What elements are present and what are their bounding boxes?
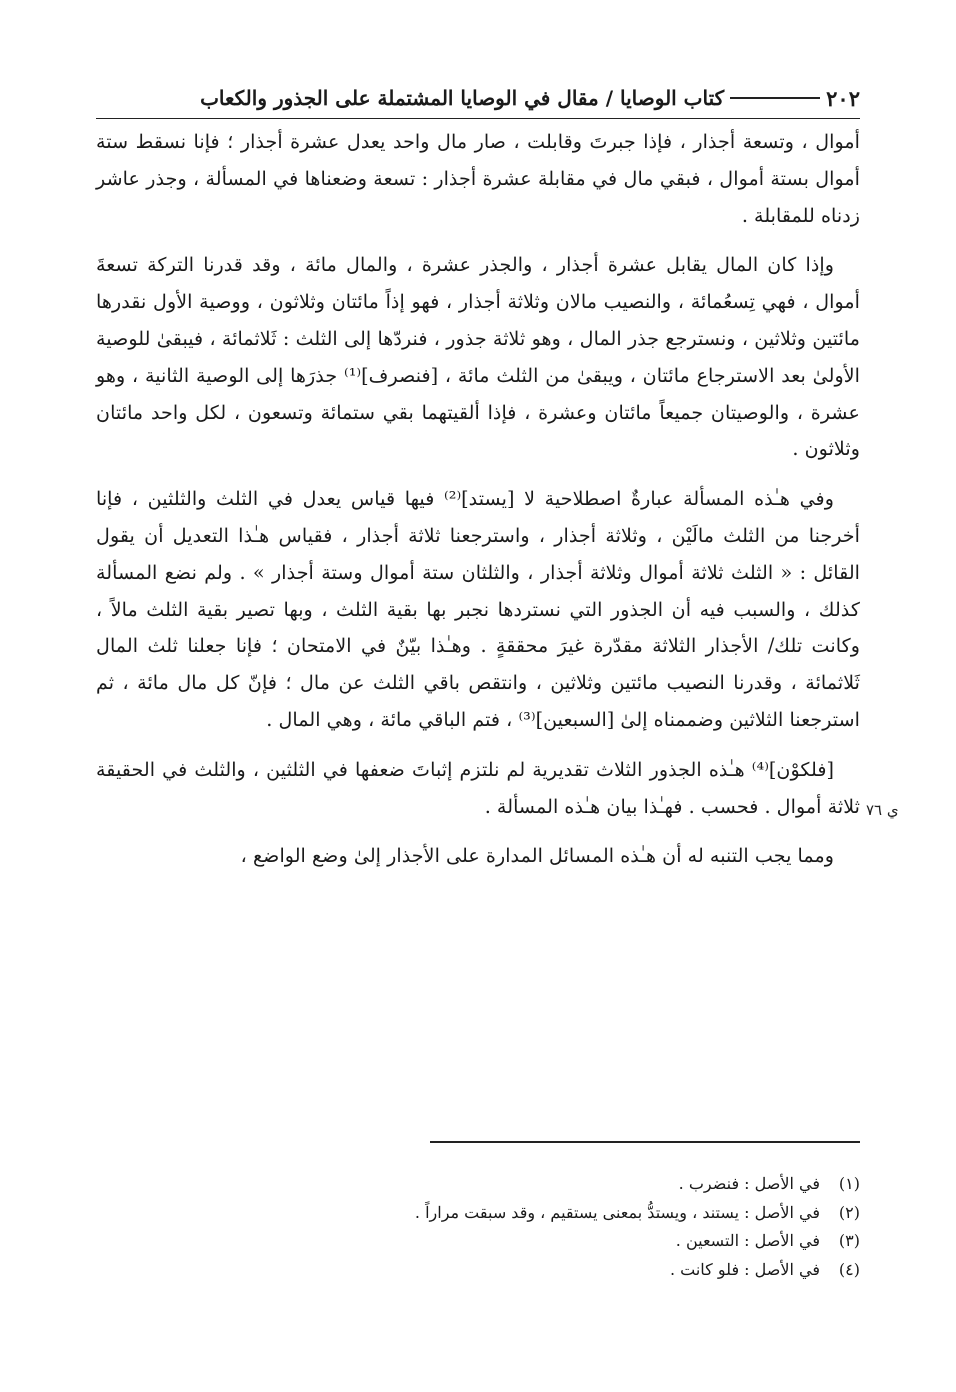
paragraph: وفي هـٰذه المسألة عبارةٌ اصطلاحية لا [يستد]⁽²⁾ فيها قياس يعدل في الثلث والثلثين ، فإنا أخرجنا من الثلث مالَيْن ، وثلاثة أجذار ، واسترجعنا ثلاثة أجذار ، فقياس هـٰذا التعديل أن يقول القائل : « الثلث ثلاثة أموال وثلاثة أجذار ، والثلثان ستة أموال وستة أجذار » . ولم نضع المسألة كذلك ، والسبب فيه أن الجذور التي نستردها نجبر بها بقية الثلث ، وبها تصير بقية الثلث مالاً ، وكانت تلك/ الأجذار الثلاثة مقدّرة غيرَ محققةٍ . وهـٰذا بيّنٌ في الامتحان ؛ فإنا جعلنا ثلث المال ثَلاثمائة ، وقدرنا النصيب مائتين وثلاثين ، وانتقص باقي الثلث عن مال ؛ فإنّ كل مال مائة ، ثم استرجعنا الثلاثين وضممناه إلىٰ [السبعين]⁽³⁾ ، فتم الباقي مائة ، وهي المال . (96, 487, 860, 731)
footnote-number: (٢) (838, 1202, 860, 1222)
footnote-item (96, 1199, 860, 1228)
paragraph: ومما يجب التنبه له أن هـٰذه المسائل المدارة على الأجذار إلىٰ وضع الواضع ، (240, 844, 834, 868)
header-rule (730, 97, 820, 99)
paragraph: [فلكوْن]⁽⁴⁾ هـٰذه الجذور الثلاث تقديرية لم نلتزم إثباتَ ضعفها في الثلثين ، والثلث في الحقيقة ثلاثة أموال . فحسب . فهـٰذا بيان هـٰذه المسألة . (96, 757, 860, 818)
footnote-text: في الأصل : فنضرب . (678, 1174, 820, 1193)
paragraph: وإذا كان المال يقابل عشرة أجذار ، والجذر عشرة ، والمال مائة ، وقد قدرنا التركة تسعةَ أموال ، فهي تِسعُمائة ، والنصيب مالان وثلاثة أجذار ، فهو إذاً مائتان وثلاثون ، ووصية الأول نقدرها مائتين وثلاثين ، ونسترجع جذر المال ، وهو ثلاثة جذور ، فنردّها إلى الثلث : ثَلاثمائة ، فيبقىٰ للوصية الأولىٰ بعد الاسترجاع مائتان ، ويبقىٰ من الثلث مائة ، [فنصرف]⁽¹⁾ جذرَها إلى الوصية الثانية ، وهو عشرة ، والوصيتان جميعاً مائتان وعشرة ، فإذا ألقيتهما بقي ستمائة وتسعون ، لكل واحد مائتان وثلاثون . (96, 253, 860, 461)
page-number: ٢٠٢ (826, 85, 860, 111)
footnote-number: (٣) (838, 1231, 860, 1250)
footnotes (96, 1170, 860, 1284)
footnote-text: في الأصل : فلو كانت . (669, 1259, 820, 1279)
footnote-text: في الأصل : يستند ، ويستدُّ بمعنى يستقيم ، وقد سبقت مراراً . (414, 1202, 820, 1222)
running-header (96, 78, 860, 119)
paragraph: أموال ، وتسعة أجذار ، فإذا جبرتَ وقابلت ، صار مال واحد يعدل عشرة أجذار ؛ فإنا نسقط ستة أموال بستة أموال ، فبقي مال في مقابلة عشرة أجذار : تسعة وضعناها في المسألة ، وجذر عاشر زدناه للمقابلة . (96, 130, 860, 227)
header-title: كتاب الوصايا / مقال في الوصايا المشتملة على الجذور والكعاب (200, 86, 725, 110)
footnote-item (96, 1170, 860, 1199)
footnote-text: في الأصل : التسعين . (675, 1231, 820, 1250)
footnote-item (96, 1227, 860, 1256)
footnote-number: (٤) (838, 1259, 860, 1279)
footnote-divider (430, 1141, 860, 1143)
main-text (96, 124, 860, 888)
footnote-item (96, 1256, 860, 1285)
footnote-number: (١) (838, 1174, 860, 1193)
manuscript-folio-note: ي ٧٦ (866, 801, 899, 819)
